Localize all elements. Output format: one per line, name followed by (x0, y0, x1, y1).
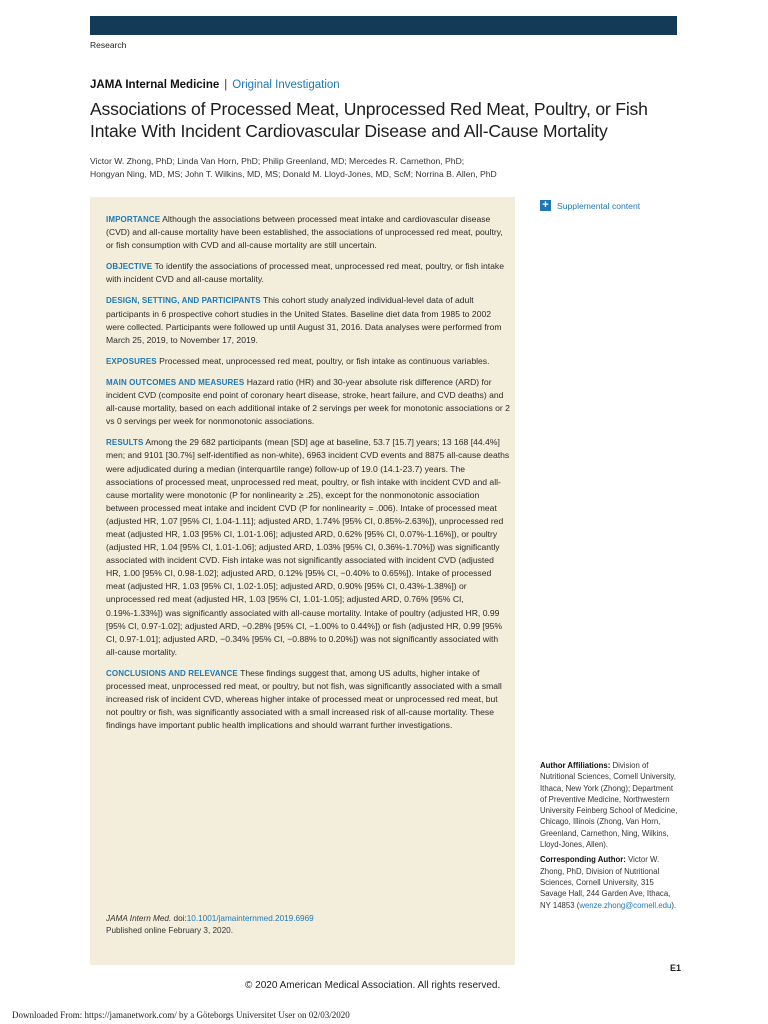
published-date: Published online February 3, 2020. (106, 926, 233, 935)
abstract-sections (106, 213, 510, 740)
supplemental-label: Supplemental content (557, 200, 641, 211)
plus-icon: + (540, 200, 551, 211)
abstract-text: These findings suggest that, among US adults, higher intake of processed meat, unprocessed red meat, or poultry, but not fish, was significantly associated with a small increased risk of incident CVD, whereas higher intake of processed meat or unprocessed red meat, but not poultry or fish, was significantly associated with a small increased risk of all-cause mortality. These findings have important public health implications and should warrant further investigations. (106, 667, 502, 731)
copyright-notice: © 2020 American Medical Association. All rights reserved. (245, 980, 501, 991)
abstract-heading: DESIGN, SETTING, AND PARTICIPANTS (106, 296, 261, 306)
abstract-text: To identify the associations of processed meat, unprocessed red meat, poultry, or fish intake with incident CVD and all-cause mortality. (106, 261, 504, 285)
abstract-heading: CONCLUSIONS AND RELEVANCE (106, 668, 238, 678)
abstract-outcomes (106, 376, 510, 428)
abstract-objective (106, 260, 510, 286)
abstract-heading: IMPORTANCE (106, 215, 161, 224)
journal-separator: | (224, 79, 228, 91)
abstract-results (106, 436, 510, 659)
author-list (90, 155, 650, 181)
author-line: Hongyan Ning, MD, MS; John T. Wilkins, MD, MS; Donald M. Lloyd-Jones, MD, ScM; Norrina B. Allen, PhD (90, 169, 497, 179)
abstract-text: Processed meat, unprocessed red meat, poultry, or fish intake as continuous variables. (159, 355, 490, 366)
corresponding-text: Victor W. Zhong, PhD, Division of Nutritional Sciences, Cornell University, 315 Savage Hall, 244 Garden Ave, Ithaca, NY 14853 ( (540, 855, 671, 910)
article-type: Original Investigation (232, 79, 340, 91)
article-title: Associations of Processed Meat, Unprocessed Red Meat, Poultry, or Fish Intake With Incident Cardiovascular Disease and All-Cause Mortality (90, 99, 648, 141)
citation-doi-prefix: doi: (171, 914, 187, 923)
abstract-importance (106, 213, 510, 252)
abstract-box (90, 197, 515, 965)
author-affiliations (540, 760, 680, 850)
abstract-design (106, 294, 510, 346)
supplemental-content-link[interactable] (540, 200, 640, 211)
author-info-sidebar (540, 760, 680, 915)
affiliations-text: Division of Nutritional Sciences, Cornell University, Ithaca, New York (Zhong); Department of Preventive Medicine, Northwestern University Feinberg School of Medicine, Chicago, Illinois (Zhong, Van Horn, Greenland, Carnethon, Ning, Wilkins, Lloyd-Jones, Allen). (540, 761, 678, 850)
citation-journal: JAMA Intern Med. (106, 914, 172, 923)
abstract-text: Among the 29 682 participants (mean [SD] age at baseline, 53.7 [15.7] years; 13 168 [44.4%] men; and 9101 [30.7%] self-identified as non-white), 6963 incident CVD events and 8875 all-cause deaths were adjudicated during a median (interquartile range) follow-up of 19.0 (14.1-23.7) years. The associations of processed meat, unprocessed red meat, poultry, or fish intake with incident CVD and all-cause mortality were monotonic (P for nonlinearity ≥ .25), except for the nonmonotonic association between processed meat intake and incident CVD (P for nonlinearity = .006). Intake of processed meat (adjusted HR, 1.07 [95% CI, 1.04-1.11]; adjusted ARD, 1.74% [95% CI, 0.85%-2.63%]), unprocessed red meat (adjusted HR, 1.03 [95% CI, 1.01-1.06]; adjusted ARD, 0.62% [95% CI, 0.07%-1.16%]), or poultry (adjusted HR, 1.04 [95% CI, 1.01-1.06]; adjusted ARD, 1.03% [95% CI, 0.36%-1.70%]) was significantly associated with incident CVD. Fish intake was not significantly associated with incident CVD (adjusted HR, 1.00 [95% CI, 0.98-1.02]; adjusted ARD, 0.12% [95% CI, −0.40% to 0.65%]). Intake of processed meat (adjusted HR, 1.03 [95% CI, 1.02-1.05]; adjusted ARD, 0.90% [95% CI, 0.43%-1.38%]) or unprocessed red meat (adjusted HR, 1.03 [95% CI, 1.01-1.05]; adjusted ARD, 0.76% [95% CI, 0.19%-1.33%]) was significantly associated with all-cause mortality. Intake of poultry (adjusted HR, 0.99 [95% CI, 0.97-1.02]; adjusted ARD, −0.28% [95% CI, −1.00% to 0.44%]) or fish (adjusted HR, 0.99 [95% CI, 0.97-1.01]; adjusted ARD, −0.34% [95% CI, −0.88% to 0.20%]) was not significantly associated with all-cause mortality. (106, 437, 510, 657)
top-banner-bar (90, 16, 677, 35)
citation-line (106, 913, 314, 925)
doi-link[interactable]: 10.1001/jamainternmed.2019.6969 (186, 914, 314, 923)
corresponding-close: ). (671, 900, 677, 910)
corresponding-author (540, 854, 680, 910)
abstract-text: Hazard ratio (HR) and 30-year absolute risk difference (ARD) for incident CVD (composite end point of coronary heart disease, stroke, heart failure, and CVD deaths) and all-cause mortality, based on each additional intake of 2 servings per week for monotonic associations or 2 vs 0 servings per week for nonmonotonic associations. (106, 376, 510, 427)
citation-block (106, 913, 314, 937)
abstract-text: Although the associations between processed meat intake and cardiovascular disease (CVD) and all-cause mortality have been established, the associations of unprocessed red meat, poultry, or fish consumption with CVD and all-cause mortality are still uncertain. (106, 214, 503, 251)
section-label: Research (90, 40, 127, 50)
page-number: E1 (670, 963, 682, 973)
download-note: Downloaded From: https://jamanetwork.com/ by a Göteborgs Universitet User on 02/03/2020 (12, 1010, 350, 1020)
corresponding-heading: Corresponding Author: (540, 855, 626, 865)
email-link[interactable]: wenze.zhong@cornell.edu (579, 900, 672, 910)
affiliations-heading: Author Affiliations: (540, 761, 611, 770)
journal-line (90, 79, 340, 91)
abstract-heading: OBJECTIVE (106, 262, 153, 272)
author-line: Victor W. Zhong, PhD; Linda Van Horn, PhD; Philip Greenland, MD; Mercedes R. Carnethon, PhD; (90, 156, 465, 166)
abstract-conclusions (106, 667, 510, 732)
abstract-text: This cohort study analyzed individual-level data of adult participants in 6 prospective cohort studies in the United States. Baseline diet data from 1985 to 2002 were collected. Participants were followed up until August 31, 2016. Data analyses were performed from March 25, 2019, to November 17, 2019. (106, 295, 502, 345)
abstract-heading: MAIN OUTCOMES AND MEASURES (106, 377, 245, 387)
abstract-exposures (106, 355, 510, 368)
abstract-heading: RESULTS (106, 438, 144, 448)
journal-name: JAMA Internal Medicine (90, 79, 220, 91)
abstract-heading: EXPOSURES (106, 356, 157, 366)
